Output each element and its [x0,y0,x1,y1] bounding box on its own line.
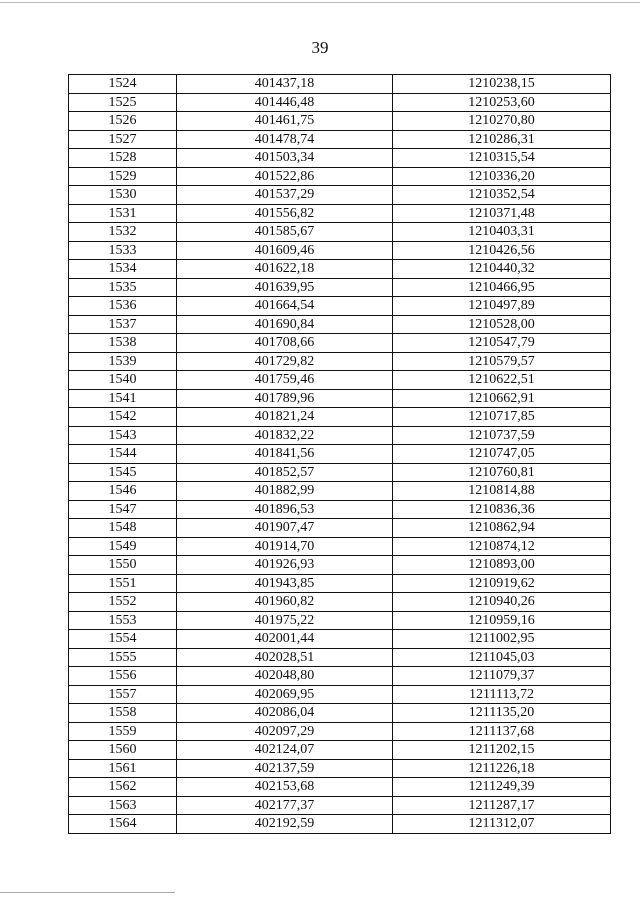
point-number-cell: 1547 [69,500,177,519]
x-coordinate-cell: 402048,80 [177,667,393,686]
table-row [69,500,611,519]
x-coordinate-cell: 401841,56 [177,445,393,464]
table-row [69,463,611,482]
y-coordinate-cell: 1211113,72 [393,685,611,704]
table-row [69,334,611,353]
point-number-cell: 1538 [69,334,177,353]
table-row [69,704,611,723]
table-row [69,685,611,704]
table-row [69,741,611,760]
y-coordinate-cell: 1210403,31 [393,223,611,242]
point-number-cell: 1558 [69,704,177,723]
x-coordinate-cell: 401914,70 [177,537,393,556]
point-number-cell: 1544 [69,445,177,464]
x-coordinate-cell: 401943,85 [177,574,393,593]
y-coordinate-cell: 1211226,18 [393,759,611,778]
x-coordinate-cell: 401852,57 [177,463,393,482]
point-number-cell: 1551 [69,574,177,593]
y-coordinate-cell: 1210814,88 [393,482,611,501]
point-number-cell: 1560 [69,741,177,760]
x-coordinate-cell: 401664,54 [177,297,393,316]
x-coordinate-cell: 401960,82 [177,593,393,612]
y-coordinate-cell: 1210579,57 [393,352,611,371]
x-coordinate-cell: 401759,46 [177,371,393,390]
table-row [69,648,611,667]
table-row [69,815,611,834]
point-number-cell: 1557 [69,685,177,704]
point-number-cell: 1536 [69,297,177,316]
table-row [69,241,611,260]
point-number-cell: 1550 [69,556,177,575]
table-row [69,778,611,797]
point-number-cell: 1559 [69,722,177,741]
scan-edge-bottom [0,892,175,893]
x-coordinate-cell: 402137,59 [177,759,393,778]
table-row [69,186,611,205]
coordinates-table [68,74,611,834]
table-row [69,112,611,131]
y-coordinate-cell: 1210893,00 [393,556,611,575]
table-row [69,519,611,538]
x-coordinate-cell: 401522,86 [177,167,393,186]
y-coordinate-cell: 1210747,05 [393,445,611,464]
y-coordinate-cell: 1210253,60 [393,93,611,112]
point-number-cell: 1533 [69,241,177,260]
table-row [69,408,611,427]
x-coordinate-cell: 401789,96 [177,389,393,408]
point-number-cell: 1534 [69,260,177,279]
y-coordinate-cell: 1210440,32 [393,260,611,279]
y-coordinate-cell: 1210371,48 [393,204,611,223]
x-coordinate-cell: 401690,84 [177,315,393,334]
x-coordinate-cell: 402153,68 [177,778,393,797]
point-number-cell: 1545 [69,463,177,482]
y-coordinate-cell: 1210760,81 [393,463,611,482]
y-coordinate-cell: 1210940,26 [393,593,611,612]
x-coordinate-cell: 401975,22 [177,611,393,630]
y-coordinate-cell: 1210717,85 [393,408,611,427]
x-coordinate-cell: 401708,66 [177,334,393,353]
table-row [69,149,611,168]
x-coordinate-cell: 402069,95 [177,685,393,704]
point-number-cell: 1552 [69,593,177,612]
y-coordinate-cell: 1210737,59 [393,426,611,445]
table-row [69,315,611,334]
point-number-cell: 1563 [69,796,177,815]
point-number-cell: 1528 [69,149,177,168]
y-coordinate-cell: 1210919,62 [393,574,611,593]
x-coordinate-cell: 401556,82 [177,204,393,223]
table-row [69,130,611,149]
table-row [69,445,611,464]
point-number-cell: 1564 [69,815,177,834]
table-row [69,482,611,501]
table-row [69,204,611,223]
point-number-cell: 1546 [69,482,177,501]
point-number-cell: 1540 [69,371,177,390]
y-coordinate-cell: 1211137,68 [393,722,611,741]
page-number: 39 [311,38,329,57]
y-coordinate-cell: 1211249,39 [393,778,611,797]
point-number-cell: 1530 [69,186,177,205]
x-coordinate-cell: 402192,59 [177,815,393,834]
table-row [69,426,611,445]
point-number-cell: 1539 [69,352,177,371]
point-number-cell: 1535 [69,278,177,297]
x-coordinate-cell: 401503,34 [177,149,393,168]
y-coordinate-cell: 1210622,51 [393,371,611,390]
y-coordinate-cell: 1210662,91 [393,389,611,408]
x-coordinate-cell: 401622,18 [177,260,393,279]
x-coordinate-cell: 401537,29 [177,186,393,205]
point-number-cell: 1525 [69,93,177,112]
table-row [69,93,611,112]
point-number-cell: 1526 [69,112,177,131]
x-coordinate-cell: 401585,67 [177,223,393,242]
point-number-cell: 1561 [69,759,177,778]
y-coordinate-cell: 1210862,94 [393,519,611,538]
point-number-cell: 1542 [69,408,177,427]
point-number-cell: 1531 [69,204,177,223]
point-number-cell: 1548 [69,519,177,538]
point-number-cell: 1556 [69,667,177,686]
table-row [69,611,611,630]
table-row [69,352,611,371]
x-coordinate-cell: 401821,24 [177,408,393,427]
table-row [69,371,611,390]
scan-edge-top [0,2,640,3]
y-coordinate-cell: 1211202,15 [393,741,611,760]
y-coordinate-cell: 1211312,07 [393,815,611,834]
y-coordinate-cell: 1210352,54 [393,186,611,205]
point-number-cell: 1543 [69,426,177,445]
coordinates-table-body [69,75,611,834]
table-row [69,759,611,778]
x-coordinate-cell: 401437,18 [177,75,393,94]
x-coordinate-cell: 402124,07 [177,741,393,760]
y-coordinate-cell: 1210959,16 [393,611,611,630]
x-coordinate-cell: 401446,48 [177,93,393,112]
table-row [69,667,611,686]
point-number-cell: 1527 [69,130,177,149]
x-coordinate-cell: 402028,51 [177,648,393,667]
table-row [69,389,611,408]
y-coordinate-cell: 1210336,20 [393,167,611,186]
table-row [69,630,611,649]
table-row [69,260,611,279]
y-coordinate-cell: 1211079,37 [393,667,611,686]
point-number-cell: 1524 [69,75,177,94]
x-coordinate-cell: 401478,74 [177,130,393,149]
x-coordinate-cell: 401907,47 [177,519,393,538]
y-coordinate-cell: 1210315,54 [393,149,611,168]
table-row [69,574,611,593]
x-coordinate-cell: 401882,99 [177,482,393,501]
point-number-cell: 1549 [69,537,177,556]
point-number-cell: 1529 [69,167,177,186]
table-row [69,722,611,741]
x-coordinate-cell: 401461,75 [177,112,393,131]
y-coordinate-cell: 1211045,03 [393,648,611,667]
y-coordinate-cell: 1210426,56 [393,241,611,260]
x-coordinate-cell: 401896,53 [177,500,393,519]
y-coordinate-cell: 1211002,95 [393,630,611,649]
y-coordinate-cell: 1210547,79 [393,334,611,353]
x-coordinate-cell: 401926,93 [177,556,393,575]
table-row [69,75,611,94]
table-row [69,537,611,556]
point-number-cell: 1562 [69,778,177,797]
y-coordinate-cell: 1210874,12 [393,537,611,556]
x-coordinate-cell: 401729,82 [177,352,393,371]
point-number-cell: 1555 [69,648,177,667]
y-coordinate-cell: 1211287,17 [393,796,611,815]
y-coordinate-cell: 1210238,15 [393,75,611,94]
x-coordinate-cell: 402097,29 [177,722,393,741]
table-row [69,223,611,242]
point-number-cell: 1532 [69,223,177,242]
table-row [69,167,611,186]
table-row [69,278,611,297]
table-row [69,593,611,612]
table-row [69,556,611,575]
table-row [69,796,611,815]
x-coordinate-cell: 402177,37 [177,796,393,815]
x-coordinate-cell: 402001,44 [177,630,393,649]
y-coordinate-cell: 1210466,95 [393,278,611,297]
table-row [69,297,611,316]
x-coordinate-cell: 401832,22 [177,426,393,445]
point-number-cell: 1541 [69,389,177,408]
x-coordinate-cell: 402086,04 [177,704,393,723]
x-coordinate-cell: 401639,95 [177,278,393,297]
point-number-cell: 1554 [69,630,177,649]
point-number-cell: 1553 [69,611,177,630]
y-coordinate-cell: 1210528,00 [393,315,611,334]
y-coordinate-cell: 1210270,80 [393,112,611,131]
y-coordinate-cell: 1210497,89 [393,297,611,316]
x-coordinate-cell: 401609,46 [177,241,393,260]
y-coordinate-cell: 1210286,31 [393,130,611,149]
y-coordinate-cell: 1210836,36 [393,500,611,519]
y-coordinate-cell: 1211135,20 [393,704,611,723]
point-number-cell: 1537 [69,315,177,334]
